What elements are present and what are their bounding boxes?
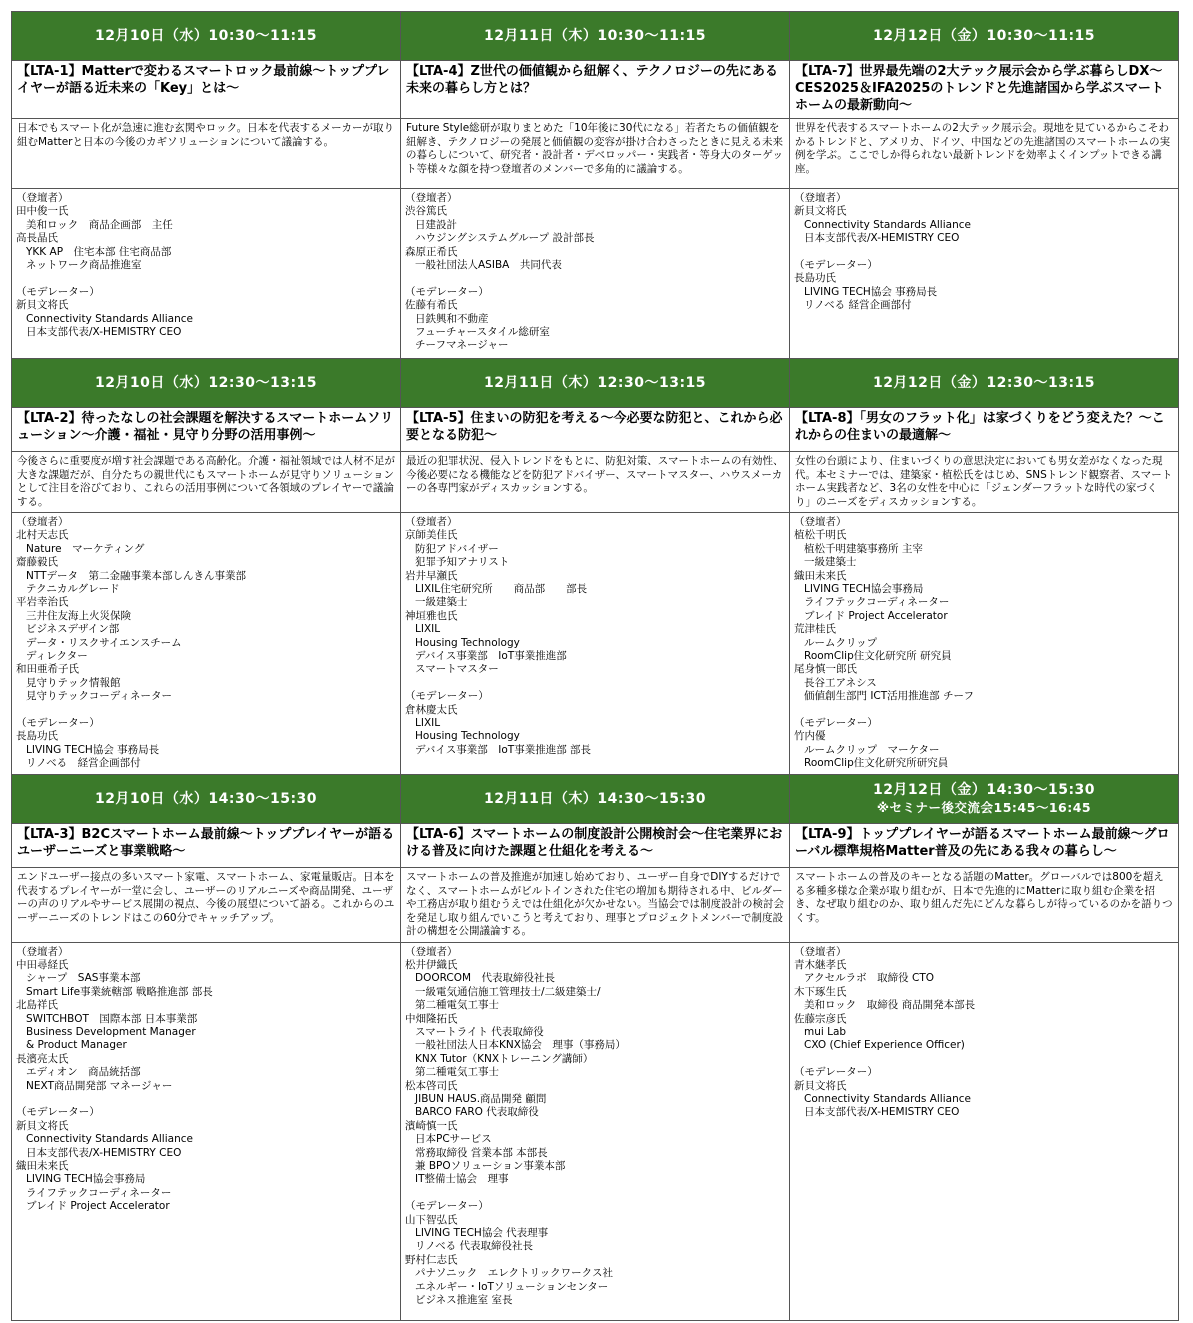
speaker-line: 長濱亮太氏 — [16, 1052, 69, 1065]
speaker-line: 新貝文将氏 — [794, 1079, 847, 1092]
session-description: エンドユーザー接点の多いスマート家電、スマートホーム、家電量販店。日本を代表するプレイヤーが一堂に会し、ユーザーのリアルニーズや商品開発、ユーザーの声のリアルやサービス展開の視点、今後の展望について語る。これからのユーザーニーズのトレンドはこの60分でキャッチアップ。 — [12, 868, 401, 943]
speaker-affiliation: 価値創生部門 ICT活用推進部 チーフ — [804, 690, 974, 703]
session-time-header — [401, 359, 790, 408]
speaker-affiliation: ハウジングシステムグループ 設計部長 — [415, 232, 595, 245]
speaker-affiliation: NEXT商品開発部 マネージャー — [26, 1079, 173, 1092]
session-description-row — [12, 452, 1179, 513]
speaker-line: （モデレーター） — [405, 1200, 489, 1213]
speaker-affiliation: フューチャースタイル総研室 — [415, 326, 550, 339]
speaker-spacer — [16, 272, 396, 285]
session-description: スマートホームの普及のキーとなる話題のMatter。グローバルでは800を超える多種多様な企業が取り組むが、日本で先進的にMatterに取り組む企業を招き、なぜ取り組むのか、取り組んだ先にどんな暮らしが待っているのかを語りつくす。 — [790, 868, 1179, 943]
session-datetime: 12月11日（木）10:30〜11:15 — [483, 28, 707, 44]
speaker-line: 木下琢生氏 — [794, 985, 847, 998]
time-header-row — [12, 775, 1179, 824]
speaker-affiliation: & Product Manager — [26, 1039, 127, 1052]
speaker-affiliation: ネットワーク商品推進室 — [26, 259, 142, 272]
session-time-header — [790, 12, 1179, 61]
speaker-affiliation: LIVING TECH協会事務局 — [26, 1173, 146, 1186]
session-time-header — [401, 12, 790, 61]
speaker-line: 平岩幸治氏 — [16, 596, 69, 609]
speaker-spacer — [794, 246, 1174, 259]
speaker-affiliation: LIVING TECH協会事務局 — [804, 583, 924, 596]
speaker-affiliation: 一般社団法人日本KNX協会 理事（事務局） — [415, 1039, 626, 1052]
session-time-header — [790, 775, 1179, 824]
speaker-affiliation: Business Development Manager — [26, 1025, 196, 1038]
session-title: 【LTA-3】B2Cスマートホーム最前線〜トッププレイヤーが語るユーザーニーズと事業戦略〜 — [12, 824, 401, 868]
speaker-list — [12, 942, 401, 1320]
speaker-affiliation: Housing Technology — [415, 636, 520, 649]
speaker-line: 佐藤有希氏 — [405, 299, 458, 312]
speaker-line: （登壇者） — [794, 516, 847, 528]
session-datetime: 12月11日（木）12:30〜13:15 — [483, 375, 707, 391]
speaker-line: （登壇者） — [794, 945, 847, 958]
speaker-affiliation: スマートマスター — [415, 663, 499, 676]
speaker-affiliation: 一級建築士 — [415, 596, 468, 609]
session-time-header — [790, 359, 1179, 408]
speaker-affiliation: リノベる 経営企画部付 — [804, 299, 912, 312]
speaker-line: （登壇者） — [405, 945, 458, 958]
speaker-affiliation: 日本支部代表/X-HEMISTRY CEO — [804, 232, 960, 245]
speaker-list — [401, 513, 790, 775]
speaker-line: （モデレーター） — [16, 1106, 100, 1119]
speaker-affiliation: LIVING TECH協会 事務局長 — [804, 285, 938, 298]
speaker-spacer — [16, 704, 396, 717]
speaker-line: 長島功氏 — [794, 272, 836, 285]
speaker-line: 森原正希氏 — [405, 245, 458, 258]
speaker-affiliation: Smart Life事業統轄部 戦略推進部 部長 — [26, 985, 213, 998]
speaker-spacer — [794, 1053, 1174, 1066]
session-datetime: 12月10日（水）10:30〜11:15 — [94, 28, 318, 44]
speaker-affiliation: 常務取締役 営業本部 本部長 — [415, 1146, 548, 1159]
speaker-affiliation: Nature マーケティング — [26, 542, 145, 555]
speaker-line: 齋藤毅氏 — [16, 556, 58, 569]
speaker-list — [790, 942, 1179, 1320]
time-header-row — [12, 359, 1179, 408]
speaker-affiliation: デバイス事業部 IoT事業推進部 — [415, 650, 567, 663]
speaker-list — [12, 513, 401, 775]
speaker-affiliation: LIVING TECH協会 事務局長 — [26, 743, 160, 756]
time-header-row — [12, 12, 1179, 61]
speaker-affiliation: エネルギー・IoTソリューションセンター — [415, 1280, 609, 1293]
speaker-affiliation: 一級電気通信施工管理技士/二級建築士/ — [415, 985, 601, 998]
session-datetime: 12月12日（金）12:30〜13:15 — [872, 375, 1096, 391]
speaker-affiliation: YKK AP 住宅本部 住宅商品部 — [26, 245, 172, 258]
session-datetime: 12月12日（金）10:30〜11:15 — [872, 28, 1096, 44]
speaker-line: 神垣雅也氏 — [405, 609, 458, 622]
speaker-line: 岩井早瀬氏 — [405, 569, 458, 582]
speaker-line: （モデレーター） — [16, 285, 100, 298]
speaker-line: （モデレーター） — [405, 690, 489, 703]
speaker-line: （モデレーター） — [405, 285, 489, 298]
speaker-line: 織田未来氏 — [794, 569, 847, 582]
speaker-list — [12, 189, 401, 359]
speaker-affiliation: 日本支部代表/X-HEMISTRY CEO — [26, 326, 182, 339]
speaker-affiliation: デバイス事業部 IoT事業推進部 部長 — [415, 743, 592, 756]
session-datetime: 12月11日（木）14:30〜15:30 — [483, 791, 707, 807]
speaker-affiliation: LIXIL住宅研究所 商品部 部長 — [415, 583, 588, 596]
speaker-line: （登壇者） — [405, 192, 458, 204]
speaker-line: （登壇者） — [16, 516, 69, 528]
speaker-line: 高長晶氏 — [16, 232, 58, 245]
speaker-affiliation: ブレイド Project Accelerator — [26, 1200, 170, 1213]
session-title: 【LTA-9】トッププレイヤーが語るスマートホーム最前線〜グローバル標準規格Matter普及の先にある我々の暮らし〜 — [790, 824, 1179, 868]
speaker-line: 中畑隆拓氏 — [405, 1012, 458, 1025]
session-time-header — [12, 359, 401, 408]
session-description: 最近の犯罪状況、侵入トレンドをもとに、防犯対策、スマートホームの有効性、今後必要になる機能などを防犯アドバイザー、スマートマスター、ハウスメーカーの各専門家がディスカッションする。 — [401, 452, 790, 513]
speaker-line: 織田未来氏 — [16, 1159, 69, 1172]
session-description-row — [12, 868, 1179, 943]
speaker-affiliation: 日本PCサービス — [415, 1133, 492, 1146]
speaker-affiliation: ビジネスデザイン部 — [26, 623, 120, 636]
session-datetime: 12月10日（水）14:30〜15:30 — [94, 791, 318, 807]
session-title: 【LTA-7】世界最先端の2大テック展示会から学ぶ暮らしDX〜CES2025＆IFA2025のトレンドと先進諸国から学ぶスマートホームの最新動向〜 — [790, 61, 1179, 119]
speaker-list — [790, 513, 1179, 775]
speaker-affiliation: ライフテックコーディネーター — [804, 596, 950, 609]
session-title-row — [12, 408, 1179, 452]
speaker-spacer — [405, 677, 785, 690]
speaker-affiliation: 犯罪予知アナリスト — [415, 556, 510, 569]
speaker-affiliation: チーフマネージャー — [415, 339, 509, 352]
speaker-line: 野村仁志氏 — [405, 1253, 458, 1266]
speaker-line: 青木継孝氏 — [794, 958, 847, 971]
speaker-affiliation: リノベる 代表取締役社長 — [415, 1240, 533, 1253]
speaker-line: （モデレーター） — [794, 1066, 878, 1079]
session-time-header — [12, 12, 401, 61]
speaker-affiliation: 一般社団法人ASIBA 共同代表 — [415, 259, 562, 272]
speaker-affiliation: ビジネス推進室 室長 — [415, 1294, 513, 1307]
speaker-line: 山下智弘氏 — [405, 1213, 458, 1226]
session-datetime: 12月12日（金）14:30〜15:30 — [872, 782, 1096, 798]
session-description: スマートホームの普及推進が加速し始めており、ユーザー自身でDIYするだけでなく、スマートホームがビルトインされた住宅の増加も期待される中、ビルダーや工務店が取り組むうえでは仕組化が欠かせない。当協会では制度設計の検討会を発足し取り組んでいこうと考えており、理事とプロジェクトメンバーで制度設計の構想を公開議論する。 — [401, 868, 790, 943]
speaker-affiliation: ルームクリップ — [804, 636, 878, 649]
speaker-line: 和田亜希子氏 — [16, 663, 79, 676]
speaker-affiliation: データ・リスクサイエンスチーム — [26, 636, 182, 649]
speaker-affiliation: RoomClip住文化研究所 研究員 — [804, 650, 952, 663]
speaker-affiliation: NTTデータ 第二金融事業本部しんきん事業部 — [26, 569, 246, 582]
speaker-affiliation: Connectivity Standards Alliance — [804, 218, 971, 231]
speaker-affiliation: 美和ロック 商品企画部 主任 — [26, 218, 173, 231]
session-title: 【LTA-2】待ったなしの社会課題を解決するスマートホームソリューション〜介護・福祉・見守り分野の活用事例〜 — [12, 408, 401, 452]
speaker-line: 新貝文将氏 — [794, 205, 847, 218]
speaker-affiliation: ブレイド Project Accelerator — [804, 609, 948, 622]
speaker-affiliation: ディレクター — [26, 650, 88, 663]
speaker-affiliation: 防犯アドバイザー — [415, 542, 499, 555]
speaker-affiliation: スマートライト 代表取締役 — [415, 1025, 544, 1038]
speaker-affiliation: リノベる 経営企画部付 — [26, 757, 141, 770]
speaker-affiliation: 日建設計 — [415, 218, 457, 231]
speaker-affiliation: 兼 BPOソリューション事業本部 — [415, 1160, 566, 1172]
speaker-line: 竹内優 — [794, 730, 826, 743]
speaker-affiliation: Connectivity Standards Alliance — [804, 1092, 971, 1105]
speaker-line: 松井伊織氏 — [405, 958, 458, 971]
speaker-affiliation: 三井住友海上火災保険 — [26, 609, 131, 622]
session-title: 【LTA-6】スマートホームの制度設計公開検討会〜住宅業界における普及に向けた課題と仕組化を考える〜 — [401, 824, 790, 868]
speaker-line: 荒津桂氏 — [794, 623, 836, 636]
speaker-affiliation: 日本支部代表/X-HEMISTRY CEO — [26, 1146, 182, 1159]
speaker-spacer — [794, 704, 1174, 717]
session-title: 【LTA-8】「男女のフラット化」は家づくりをどう変えた？〜これからの住まいの最適解〜 — [790, 408, 1179, 452]
speaker-affiliation: mui Lab — [804, 1025, 847, 1038]
speaker-affiliation: アクセルラボ 取締役 CTO — [804, 972, 935, 985]
seminar-schedule-table — [11, 11, 1179, 1321]
speaker-line: （登壇者） — [16, 945, 69, 958]
session-description: 世界を代表するスマートホームの2大テック展示会。現地を見ているからこそわかるトレンドと、アメリカ、ドイツ、中国などの先進諸国のスマートホームの実例を学ぶ。ここでしか得られない最新トレンドを効率よくインプットできる講座。 — [790, 119, 1179, 189]
speaker-spacer — [16, 1093, 396, 1106]
speaker-affiliation: LIVING TECH協会 代表理事 — [415, 1227, 549, 1240]
session-description: 日本でもスマート化が急速に進む玄関やロック。日本を代表するメーカーが取り組むMatterと日本の今後のカギソリューションについて議論する。 — [12, 119, 401, 189]
speaker-affiliation: テクニカルグレード — [26, 583, 120, 596]
speaker-affiliation: 植松千明建築事務所 主宰 — [804, 542, 923, 555]
speaker-line: （モデレーター） — [794, 717, 878, 730]
speaker-line: 倉林慶太氏 — [405, 703, 458, 716]
session-title: 【LTA-5】住まいの防犯を考える〜今必要な防犯と、これから必要となる防犯〜 — [401, 408, 790, 452]
speaker-affiliation: 第二種電気工事士 — [415, 999, 499, 1012]
session-description: Future Style総研が取りまとめた「10年後に30代になる」若者たちの価値観を紐解き、テクノロジーの発展と価値観の変容が掛け合わさったときに見える未来の暮らしについて、研究者・設計者・デベロッパー・実践者・等身大のターゲット等様々な顔を持つ登壇者のメンバーで多角的に議論する。 — [401, 119, 790, 189]
speaker-line: 京師美佳氏 — [405, 529, 458, 542]
speaker-spacer — [405, 272, 785, 285]
speaker-line: （登壇者） — [405, 516, 458, 528]
speaker-affiliation: BARCO FARO 代表取締役 — [415, 1106, 539, 1119]
session-title: 【LTA-4】Z世代の価値観から紐解く、テクノロジーの先にある未来の暮らし方とは？ — [401, 61, 790, 119]
speaker-spacer — [405, 1187, 785, 1200]
speaker-affiliation: 見守りテックコーディネーター — [26, 690, 172, 703]
speaker-affiliation: 第二種電気工事士 — [415, 1066, 499, 1079]
speaker-affiliation: Connectivity Standards Alliance — [26, 1133, 193, 1146]
speaker-affiliation: DOORCOM 代表取締役社長 — [415, 972, 556, 985]
speaker-affiliation: CXO (Chief Experience Officer) — [804, 1039, 965, 1052]
speaker-list — [401, 189, 790, 359]
speaker-line: 濱崎慎一氏 — [405, 1119, 458, 1132]
speaker-affiliation: LIXIL — [415, 717, 441, 730]
session-description: 女性の台頭により、住まいづくりの意思決定においても男女差がなくなった現代。本セミナーでは、建築家・植松氏をはじめ、SNSトレンド観察者、スマートホーム実践者など、3名の女性を中心に「ジェンダーフラットな時代の家づくり」のニーズをディスカッションする。 — [790, 452, 1179, 513]
speaker-line: 北島祥氏 — [16, 999, 58, 1012]
speaker-affiliation: 長谷工アネシス — [804, 676, 877, 689]
speaker-line: 新貝文将氏 — [16, 299, 69, 312]
speaker-affiliation: ライフテックコーディネーター — [26, 1186, 172, 1199]
speaker-affiliation: エディオン 商品統括部 — [26, 1066, 141, 1079]
speaker-line: 田中俊一氏 — [16, 205, 69, 218]
speaker-affiliation: KNX Tutor（KNXトレーニング講師） — [415, 1052, 594, 1065]
speaker-line: （モデレーター） — [16, 717, 100, 730]
session-title-row — [12, 824, 1179, 868]
speaker-list — [401, 942, 790, 1320]
speaker-affiliation: Housing Technology — [415, 730, 520, 743]
speaker-line: 中田尋経氏 — [16, 958, 69, 971]
session-description: 今後さらに重要度が増す社会課題である高齢化。介護・福祉領域では人材不足が大きな課題だが、自分たちの親世代にもスマートホームが見守りソリューションとして注目を浴びており、これらの活用事例について各領域のプレイヤーで議論する。 — [12, 452, 401, 513]
session-datetime: 12月10日（水）12:30〜13:15 — [94, 375, 318, 391]
session-time-header — [401, 775, 790, 824]
speaker-list — [790, 189, 1179, 359]
speaker-line: 渋谷篤氏 — [405, 205, 447, 218]
speaker-affiliation: パナソニック エレクトリックワークス社 — [415, 1267, 614, 1280]
speaker-affiliation: LIXIL — [415, 623, 441, 636]
session-title: 【LTA-1】Matterで変わるスマートロック最前線〜トッププレイヤーが語る近未来の「Key」とは〜 — [12, 61, 401, 119]
speaker-line: 松本啓司氏 — [405, 1079, 458, 1092]
speaker-affiliation: 美和ロック 取締役 商品開発本部長 — [804, 999, 976, 1012]
session-speakers-row — [12, 189, 1179, 359]
speaker-affiliation: 日鉄興和不動産 — [415, 312, 489, 325]
networking-note: ※セミナー後交流会15:45〜16:45 — [876, 800, 1092, 815]
session-time-header — [12, 775, 401, 824]
speaker-affiliation: JIBUN HAUS.商品開発 顧問 — [415, 1092, 547, 1105]
speaker-line: 佐藤宗彦氏 — [794, 1012, 847, 1025]
speaker-affiliation: ルームクリップ マーケター — [804, 743, 940, 756]
speaker-affiliation: 一級建築士 — [804, 556, 857, 569]
speaker-affiliation: 日本支部代表/X-HEMISTRY CEO — [804, 1106, 960, 1119]
session-title-row — [12, 61, 1179, 119]
speaker-affiliation: IT整備士協会 理事 — [415, 1173, 509, 1186]
speaker-affiliation: シャープ SAS事業本部 — [26, 972, 141, 985]
session-speakers-row — [12, 513, 1179, 775]
schedule-body — [12, 12, 1179, 1321]
speaker-affiliation: SWITCHBOT 国際本部 日本事業部 — [26, 1012, 198, 1025]
speaker-line: 植松千明氏 — [794, 529, 847, 542]
speaker-affiliation: 見守りテック情報館 — [26, 676, 121, 689]
speaker-affiliation: RoomClip住文化研究所研究員 — [804, 757, 949, 770]
speaker-line: （登壇者） — [16, 192, 69, 204]
speaker-line: 尾身慎一郎氏 — [794, 663, 857, 676]
speaker-line: （登壇者） — [794, 192, 847, 204]
speaker-line: 新貝文将氏 — [16, 1119, 69, 1132]
speaker-line: 長島功氏 — [16, 730, 58, 743]
session-description-row — [12, 119, 1179, 189]
speaker-affiliation: Connectivity Standards Alliance — [26, 312, 193, 325]
session-speakers-row — [12, 942, 1179, 1320]
speaker-line: （モデレーター） — [794, 259, 878, 272]
speaker-line: 北村天志氏 — [16, 529, 69, 542]
